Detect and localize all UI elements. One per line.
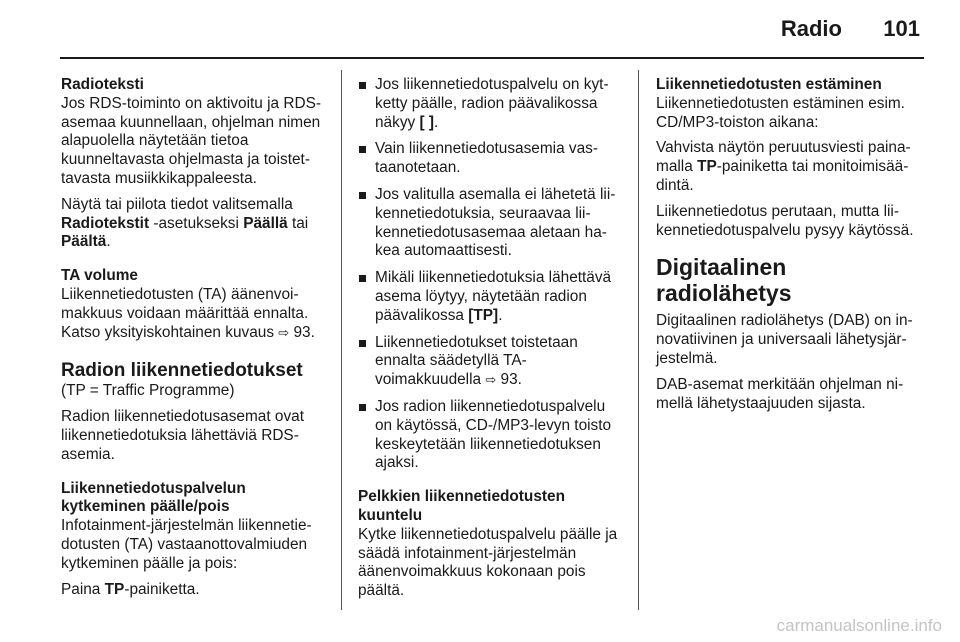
page-number: 101 [883,16,920,41]
onoff-heading: Liikennetiedotuspalvelun kytkeminen päälle/pois [61,479,246,516]
reference-arrow-icon: ⇨ [278,324,290,340]
show-hide-paragraph: Näytä tai piilota tiedot valitsemalla Radiotekstit -asetukseksi Päällä tai Päältä. [61,195,309,251]
only-traffic-heading: Pelkkien liikennetiedotusten kuuntelu [358,488,565,524]
column-divider-2 [638,70,639,610]
page-title: Radio [780,16,842,41]
only-traffic-body: Kytke liikennetiedotuspalvelu päälle ja säädä infotainment-järjestelmän äänenvoimakkuus kokonaan pois päältä. [358,525,618,600]
block-heading: Liikennetiedotusten estäminen [656,76,882,93]
bullet-icon [359,404,366,411]
block-body: Liikennetiedotusten estäminen esim. CD/MP3-toiston aikana: [656,94,905,131]
list-item: Mikäli liikennetiedotuksia lähettävä asema löytyy, näytetään radion päävalikossa [TP]. [358,269,624,325]
list-item: Liikennetiedotukset toistetaan ennalta säädetyllä TA-voimakkuudella ⇨ 93. [358,334,624,390]
dab-body-2: DAB-asemat merkitään ohjelman nimellä lähetystaajuuden sijasta. [656,375,904,412]
radioteksti-body: Jos RDS-toiminto on aktivoitu ja RDS-asemaa kuunnellaan, ohjelman nimen alapuolella näytetään tietoa kuunneltavasta ohjelmasta ja toistettavasta musiikkikappaleesta. [61,94,322,187]
bullet-icon [359,146,366,153]
bullet-icon [359,82,366,89]
onoff-body: Infotainment-järjestelmän liikennetiedotusten (TA) vastaanottovalmiuden kytkeminen päälle ja pois: [61,517,312,572]
column-2 [358,76,624,608]
list-item: Vain liikennetiedotusasemia vastaanotetaan. [358,140,624,178]
traffic-bullet-list [358,76,624,473]
radioteksti-heading: Radioteksti [61,76,144,93]
reference-arrow-icon: ⇨ [485,372,497,388]
page-header [0,0,960,60]
bullet-icon [359,275,366,282]
header-divider [60,57,924,59]
bullet-icon [359,192,366,199]
traffic-subtitle: (TP = Traffic Programme) [61,382,235,400]
traffic-section-heading: Radion liikennetiedotukset [61,360,303,382]
confirm-paragraph: Vahvista näytön peruutusviesti painamalla TP-painiketta tai monitoimisäädintä. [656,139,911,194]
list-item: Jos radion liikennetiedotuspalvelu on käytössä, CD-/MP3-levyn toisto keskeytetään liikennetiedotuksen ajaksi. [358,398,624,473]
column-3 [656,76,926,420]
watermark: carmanualsonline.info [776,616,942,635]
column-1 [61,76,329,606]
dab-heading: Digitaalinen radiolähetys [656,254,792,307]
list-item: Jos valitulla asemalla ei lähetetä liikennetiedotuksia, seuraavaa liikennetiedotusasemaa aletaan hakea automaattisesti. [358,186,624,261]
traffic-body: Radion liikennetiedotusasemat ovat liikennetiedotuksia lähettäviä RDS-asemia. [61,408,304,463]
dab-body-1: Digitaalinen radiolähetys (DAB) on innovatiivinen ja universaali lähetysjärjestelmä. [656,312,913,367]
column-divider-1 [341,70,342,610]
bullet-icon [359,340,366,347]
press-tp-paragraph: Paina TP-painiketta. [61,580,200,598]
cancel-paragraph: Liikennetiedotus perutaan, mutta liikennetiedotuspalvelu pysyy käytössä. [656,202,914,239]
list-item: Jos liikennetiedotuspalvelu on kytketty päälle, radion päävalikossa näkyy [ ]. [358,76,624,132]
ta-volume-heading: TA volume [61,267,138,285]
ta-volume-body: Liikennetiedotusten (TA) äänenvoimakkuus voidaan määrittää ennalta. Katso yksityiskohtainen kuvaus ⇨ 93. [61,285,315,341]
